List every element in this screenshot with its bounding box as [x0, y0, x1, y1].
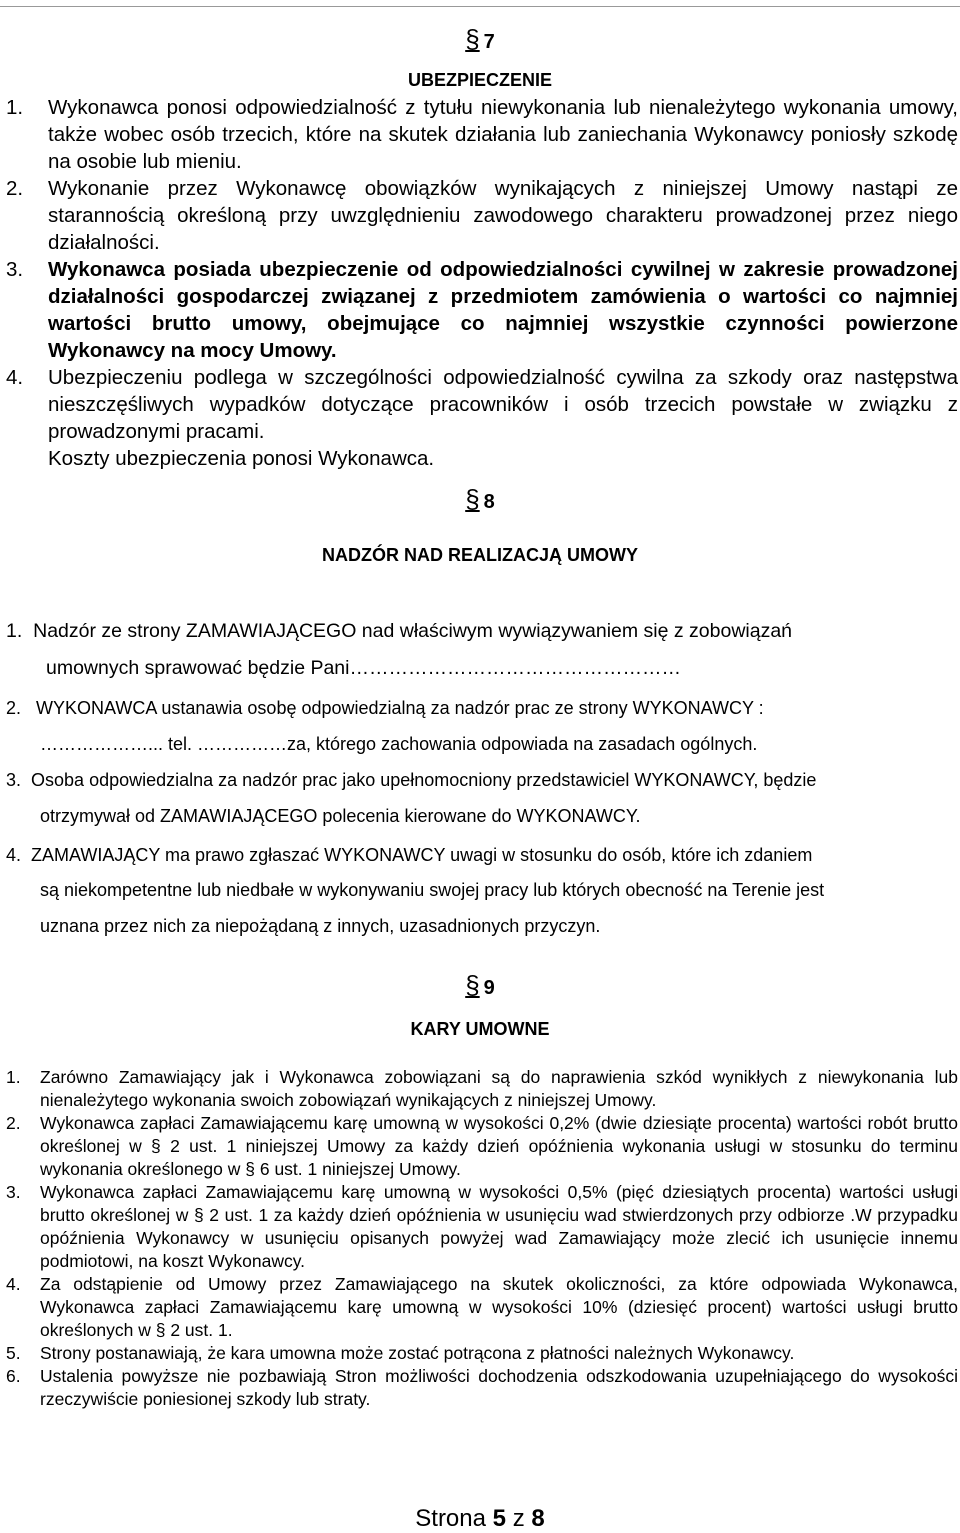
section-9-title: KARY UMOWNE — [410, 1019, 550, 1039]
item-text: Za odstąpienie od Umowy przez Zamawiającego na skutek okoliczności, za które odpowiada Wykonawca, Wykonawca zapłaci Zamawiającemu karę umowną w wysokości 10% (dziesięć procent) wartości usługi brutto określonych w § 2 ust. 1. — [40, 1274, 958, 1340]
list-item — [6, 620, 792, 643]
list-item — [6, 1273, 958, 1342]
total-pages: 8 — [531, 1505, 545, 1532]
list-item-continuation: ………………... tel. ……………za, którego zachowania odpowiada na zasadach ogólnych. — [40, 734, 758, 754]
item-text: Wykonawca zapłaci Zamawiającemu karę umowną w wysokości 0,5% (pięć dziesiątych procenta) wartości usługi brutto określonej w § 2 ust. 1 za każdy dzień opóźnienia w usunięciu wad stwierdzonych przy odbiorze .W przypadku opóźnienia Wykonawcy w usunięciu opisanych powyżej wad Zamawiający może zlecić ich usunięcie innemu podmiotowi, na koszt Wykonawcy. — [40, 1182, 958, 1271]
section-8-number — [0, 484, 960, 515]
section-symbol: § — [465, 24, 480, 54]
footer-separator: z — [512, 1505, 525, 1532]
item-number: 2. — [6, 698, 22, 718]
list-item — [6, 175, 958, 256]
section-8-title: NADZÓR NAD REALIZACJĄ UMOWY — [322, 545, 638, 565]
list-item-continuation: uznana przez nich za niepożądaną z innych, uzasadnionych przyczyn. — [40, 916, 601, 936]
section-7-body — [6, 94, 958, 472]
section-7-title: UBEZPIECZENIE — [407, 70, 553, 90]
section-symbol: § — [465, 970, 480, 1000]
item-text: Strony postanawiają, że kara umowna może zostać potrącona z płatności należnych Wykonawcy. — [40, 1343, 795, 1363]
list-item — [6, 1112, 958, 1181]
footer-prefix: Strona — [415, 1505, 486, 1532]
item-number: 2. — [6, 1113, 21, 1133]
list-item-continuation: są niekompetentne lub niedbałe w wykonywaniu swojej pracy lub których obecność na Terenie jest — [40, 880, 825, 900]
item-number: 1. — [6, 96, 24, 119]
item-text: Zarówno Zamawiający jak i Wykonawca zobowiązani są do naprawienia szkód wynikłych z niewykonania lub nienależytego wykonania swoich zobowiązań wynikających z niniejszej Umowy. — [40, 1067, 958, 1110]
item-number: 4. — [6, 1274, 21, 1294]
list-item — [6, 1066, 958, 1112]
section-symbol: § — [465, 484, 480, 514]
section-7-number — [0, 24, 960, 55]
item-number: 4. — [6, 366, 24, 389]
item-text: Wykonanie przez Wykonawcę obowiązków wynikających z niniejszej Umowy nastąpi ze starannością określoną przy uwzględnieniu zawodowego charakteru prowadzonej przez niego działalności. — [48, 177, 958, 254]
item-number: 3. — [6, 1182, 21, 1202]
item-text: Ustalenia powyższe nie pozbawiają Stron możliwości dochodzenia odszkodowania uzupełniającego do wysokości rzeczywiście poniesionej szkody lub straty. — [40, 1366, 958, 1409]
list-item — [6, 845, 812, 866]
section-number: 8 — [483, 491, 495, 513]
top-rule — [0, 6, 960, 7]
item-number: 1. — [6, 1067, 21, 1087]
item-number: 4. — [6, 845, 22, 865]
list-item — [6, 1342, 958, 1365]
list-item — [6, 94, 958, 175]
list-item — [6, 256, 958, 364]
item-text: ZAMAWIAJĄCY ma prawo zgłaszać WYKONAWCY uwagi w stosunku do osób, które ich zdaniem — [31, 845, 813, 865]
item-number: 5. — [6, 1343, 21, 1363]
item-text: Osoba odpowiedzialna za nadzór prac jako upełnomocniony przedstawiciel WYKONAWCY, będzie — [31, 770, 817, 790]
item-number: 6. — [6, 1366, 21, 1386]
section-9-body — [6, 1066, 958, 1411]
list-item — [6, 698, 764, 719]
list-item — [6, 770, 816, 791]
list-item-continuation: otrzymywał od ZAMAWIAJĄCEGO polecenia kierowane do WYKONAWCY. — [40, 806, 641, 826]
list-item — [6, 1181, 958, 1273]
item-text: WYKONAWCA ustanawia osobę odpowiedzialną za nadzór prac ze strony WYKONAWCY : — [36, 698, 764, 718]
item-text: Wykonawca ponosi odpowiedzialność z tytułu niewykonania lub nienależytego wykonania umowy, także wobec osób trzecich, które na skutek działania lub zaniechania Wykonawcy poniosły szkodę na osobie lub mieniu. — [48, 96, 958, 173]
section-number: 9 — [483, 977, 495, 999]
item-number: 1. — [6, 620, 23, 642]
current-page-number: 5 — [492, 1505, 507, 1532]
item-extra-text: Koszty ubezpieczenia ponosi Wykonawca. — [48, 447, 435, 470]
list-item-continuation: umownych sprawować będzie Pani…………………………………………… — [46, 657, 681, 679]
item-text: Wykonawca zapłaci Zamawiającemu karę umowną w wysokości 0,2% (dwie dziesiąte procenta) wartości robót brutto określonej w § 2 ust. 1 niniejszej Umowy za każdy dzień opóźnienia wykonania usługi w stosunku do terminu wykonania określonego w § 6 ust. 1 niniejszej Umowy. — [40, 1113, 958, 1179]
page-footer — [0, 1505, 960, 1533]
item-text: Nadzór ze strony ZAMAWIAJĄCEGO nad właściwym wywiązywaniem się z zobowiązań — [33, 620, 793, 642]
section-number: 7 — [483, 31, 495, 53]
item-text: Ubezpieczeniu podlega w szczególności odpowiedzialność cywilna za szkody oraz następstwa nieszczęśliwych wypadków dotyczące pracowników i osób trzecich powstałe w związku z prowadzonymi pracami. — [48, 366, 958, 443]
item-number: 3. — [6, 258, 24, 281]
list-item — [6, 1365, 958, 1411]
item-number: 2. — [6, 177, 24, 200]
item-text: Wykonawca posiada ubezpieczenie od odpowiedzialności cywilnej w zakresie prowadzonej działalności gospodarczej związanej z przedmiotem zamówienia o wartości co najmniej wartości brutto umowy, obejmujące co najmniej wszystkie czynności powierzone Wykonawcy na mocy Umowy. — [48, 258, 958, 362]
section-9-number — [0, 970, 960, 1001]
list-item — [6, 364, 958, 472]
item-number: 3. — [6, 770, 22, 790]
